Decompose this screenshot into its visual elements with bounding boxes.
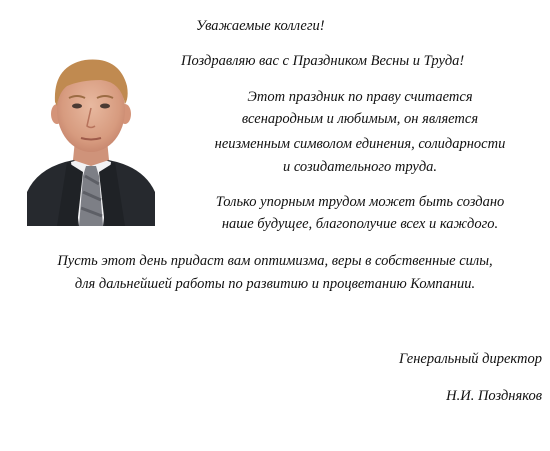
paragraph-3-line-2: для дальнейшей работы по развитию и процветанию Компании. (74, 276, 476, 292)
signature-name: Н.И. Поздняков (446, 388, 542, 404)
portrait-photo (27, 52, 155, 226)
paragraph-2-line-2: наше будущее, благополучие всех и каждого. (221, 216, 499, 232)
paragraph-1-line-4: и созидательного труда. (282, 159, 438, 175)
signature-title: Генеральный директор (398, 351, 542, 367)
paragraph-3-line-1: Пусть этот день придаст вам оптимизма, веры в собственные силы, (57, 253, 493, 269)
portrait-illustration (27, 52, 155, 226)
congratulation-line: Поздравляю вас с Праздником Весны и Труда! (181, 53, 465, 69)
paragraph-1-line-1: Этот праздник по праву считается (247, 89, 473, 105)
paragraph-2-line-1: Только упорным трудом может быть создано (215, 194, 505, 210)
paragraph-1-line-2: всенародным и любимым, он является (241, 111, 479, 127)
paragraph-1-line-3: неизменным символом единения, солидарности (214, 136, 506, 152)
greeting: Уважаемые коллеги! (196, 18, 325, 34)
